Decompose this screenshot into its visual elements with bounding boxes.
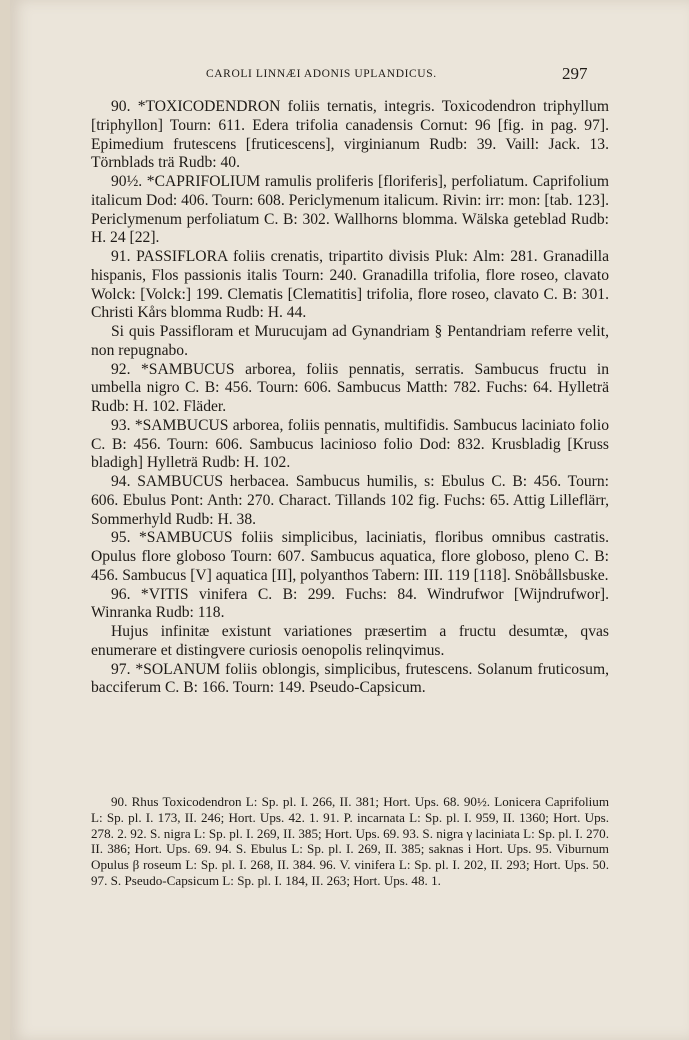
entry-94: 94. SAMBUCUS herbacea. Sambucus humilis, s: Ebulus C. B: 456. Tourn: 606. Ebulus Pont: Anth: 270. Charact. Tillands 102 fig. Fuchs: 65. Attig Lilleflärr, Sommerhyld Rudb: H. 38. [91, 473, 609, 528]
entry-93: 93. *SAMBUCUS arborea, foliis pennatis, multifidis. Sambucus laciniato folio C. B: 456. Tourn: 606. Sambucus lacinioso folio Dod: 832. Krusbladig [Kruss bladigh] Hylleträ Rudb: H. 102. [91, 416, 609, 472]
entry-90-half: 90½. *CAPRIFOLIUM ramulis proliferis [floriferis], perfoliatum. Caprifolium italicum Dod: 406. Tourn: 608. Periclymenum italicum. Rivin: irr: mon: [tab. 123]. Periclymenum perfoliatum C. B: 302. Wallhorns blomma. Wälska geteblad Rudb: H. 24 [22]. [91, 173, 609, 247]
note-vitis: Hujus infinitæ existunt variationes præsertim a fructu desumtæ, qvas enumerare et distingvere curiosis oenopolis relinqvimus. [91, 623, 609, 659]
entry-90: 90. *TOXICODENDRON foliis ternatis, integris. Toxicodendron triphyllum [triphyllon] Tourn: 611. Edera trifolia canadensis Cornut: 96 [fig. in pag. 97]. Epimedium frutescens [fruticescens], virginianum Rudb: 39. Vaill: Jack. 13. Törnblads trä Rudb: 40. [91, 98, 609, 172]
entry-95: 95. *SAMBUCUS foliis simplicibus, laciniatis, floribus omnibus castratis. Opulus flore globoso Tourn: 607. Sambucus aquatica, flore globoso, pleno C. B: 456. Sambucus [V] aquatica [II], polyanthos Tabern: III. 119 [118]. Snöbållsbuske. [91, 529, 609, 584]
page-header [10, 64, 689, 88]
entry-96: 96. *VITIS vinifera C. B: 299. Fuchs: 84. Windrufwor [Wijndrufwor]. Winranka Rudb: 118. [91, 585, 609, 622]
page-number: 297 [562, 64, 588, 83]
entry-92: 92. *SAMBUCUS arborea, foliis pennatis, serratis. Sambucus fructu in umbella nigro C. B: 456. Tourn: 606. Sambucus Matth: 782. Fuchs: 64. Hylleträ Rudb: H. 102. Fläder. [91, 360, 609, 415]
entry-91: 91. PASSIFLORA foliis crenatis, tripartito divisis Pluk: Alm: 281. Granadilla hispanis, Flos passionis italis Tourn: 240. Granadilla trifolia, flore roseo, clavato Wolck: [Volck:] 199. Clematis [Clematitis] trifolia, flore roseo, clavato C. B: 301. Christi Kårs blomma Rudb: H. 44. [91, 248, 609, 322]
running-title: CAROLI LINNÆI ADONIS UPLANDICUS. [206, 68, 437, 80]
main-text [91, 98, 609, 698]
footnote-block: 90. Rhus Toxicodendron L: Sp. pl. I. 266, II. 381; Hort. Ups. 68. 90½. Lonicera Caprifolium L: Sp. pl. I. 173, II. 246; Hort. Ups. 42. 1. 91. P. incarnata L: Sp. pl. I. 959, II. 1360; Hort. Ups. 278. 2. 92. S. nigra L: Sp. pl. I. 269, II. 385; Hort. Ups. 69. 93. S. nigra γ laciniata L: Sp. pl. I. 270. II. 386; Hort. Ups. 69. 94. S. Ebulus L: Sp. pl. I. 269, II. 385; saknas i Hort. Ups. 95. Viburnum Opulus β roseum L: Sp. pl. I. 268, II. 384. 96. V. vinifera L: Sp. pl. I. 202, II. 293; Hort. Ups. 50. 97. S. Pseudo-Capsicum L: Sp. pl. I. 184, II. 263; Hort. Ups. 48. 1. [91, 794, 609, 888]
footnotes [91, 794, 609, 889]
book-page [10, 0, 689, 1040]
note-passiflora: Si quis Passifloram et Murucujam ad Gynandriam § Pentandriam referre velit, non repugnabo. [91, 323, 609, 359]
entry-97: 97. *SOLANUM foliis oblongis, simplicibus, frutescens. Solanum fruticosum, bacciferum C. B: 166. Tourn: 149. Pseudo-Capsicum. [91, 660, 609, 697]
